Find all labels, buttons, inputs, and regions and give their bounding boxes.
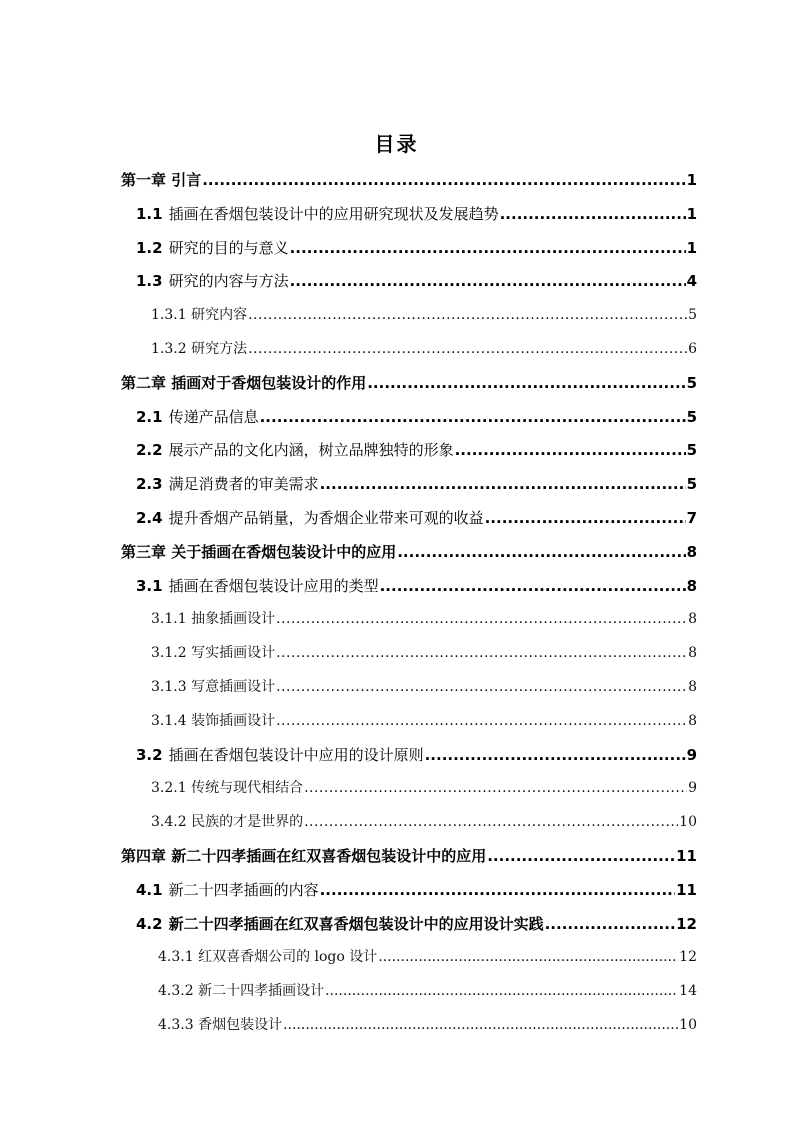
toc-entry[interactable] xyxy=(136,467,697,501)
toc-entry-text: 提升香烟产品销量，为香烟企业带来可观的收益 xyxy=(168,509,484,527)
toc-page-number: 1 xyxy=(686,238,697,257)
toc-leader-dots xyxy=(485,501,686,535)
toc-entry-text: 研究的内容与方法 xyxy=(168,272,289,291)
toc-leader-dots xyxy=(276,670,687,704)
toc-entry-text: 插画在香烟包装设计中的应用研究现状及发展趋势 xyxy=(168,204,499,223)
toc-page-number: 10 xyxy=(679,814,697,831)
toc-entry-label: 1.3.1 研究内容 xyxy=(151,307,248,324)
toc-leader-dots xyxy=(248,298,687,332)
toc-page-number: 5 xyxy=(686,441,697,460)
toc-leader-dots xyxy=(202,163,685,197)
toc-leader-dots xyxy=(276,602,687,636)
toc-entry-label: 1.3.2 研究方法 xyxy=(151,341,248,357)
toc-page-number: 5 xyxy=(688,307,697,324)
toc-page-number: 14 xyxy=(679,983,697,1000)
toc-page-number: 6 xyxy=(688,341,697,357)
toc-entry[interactable] xyxy=(136,433,697,467)
toc-entry-label xyxy=(136,501,484,535)
toc-leader-dots xyxy=(397,535,685,569)
toc-entry[interactable] xyxy=(136,501,697,535)
toc-page-number: 1 xyxy=(686,204,697,223)
toc-entry[interactable] xyxy=(151,704,697,738)
toc-entry-text: 插画在香烟包装设计应用的类型 xyxy=(168,576,379,595)
toc-entry-number: 4.1 xyxy=(136,880,163,899)
toc-entry-label xyxy=(136,907,544,941)
toc-page-number: 11 xyxy=(676,880,697,899)
toc-entry-label xyxy=(136,433,454,467)
toc-entry-number: 2.3 xyxy=(136,475,163,494)
toc-entry[interactable] xyxy=(151,636,697,670)
toc-leader-dots xyxy=(380,569,686,603)
toc-entry-label: 第一章 引言 xyxy=(121,171,202,189)
toc-entry-number: 2.2 xyxy=(136,441,163,460)
toc-entry-number: 3.2 xyxy=(136,745,163,764)
toc-entry-text: 展示产品的文化内涵，树立品牌独特的形象 xyxy=(168,441,454,460)
toc-entry-label xyxy=(136,231,289,265)
toc-leader-dots xyxy=(487,839,675,873)
toc-leader-dots xyxy=(260,400,686,434)
toc-entry-label xyxy=(136,197,499,231)
toc-entry[interactable] xyxy=(136,738,697,772)
toc-entry[interactable] xyxy=(136,264,697,298)
toc-page-number: 8 xyxy=(688,712,697,729)
toc-page-number: 12 xyxy=(676,914,697,933)
toc-entry-label xyxy=(136,264,289,298)
toc-leader-dots xyxy=(325,974,678,1008)
toc-entry[interactable] xyxy=(158,940,697,974)
toc-title: 目录 xyxy=(374,132,419,156)
toc-entry-number: 3.1 xyxy=(136,576,163,595)
toc-leader-dots xyxy=(425,738,686,772)
toc-page-number: 8 xyxy=(688,679,697,695)
toc-entry-label xyxy=(136,873,319,907)
toc-entry-label: 3.4.2 民族的才是世界的 xyxy=(151,814,304,831)
toc-leader-dots xyxy=(304,771,687,805)
toc-leader-dots xyxy=(500,197,686,231)
toc-entry-label xyxy=(136,569,379,603)
toc-leader-dots xyxy=(455,433,686,467)
toc-entry-text: 新二十四孝插画的内容 xyxy=(168,880,319,899)
toc-entry-text: 新二十四孝插画在红双喜香烟包装设计中的应用设计实践 xyxy=(168,914,544,933)
toc-page-number: 8 xyxy=(688,645,697,662)
toc-page-number: 12 xyxy=(679,949,697,966)
toc-entry-label: 3.1.4 装饰插画设计 xyxy=(151,712,276,729)
toc-page-number: 9 xyxy=(688,780,697,797)
toc-entry-label: 4.3.1 红双喜香烟公司的 logo 设计 xyxy=(158,949,378,966)
toc-entry-label: 第三章 关于插画在香烟包装设计中的应用 xyxy=(121,542,397,561)
toc-leader-dots xyxy=(304,805,678,839)
toc-page-number: 5 xyxy=(686,407,697,426)
toc-entry[interactable] xyxy=(151,298,697,332)
toc-page-number: 4 xyxy=(686,272,697,291)
toc-entry[interactable] xyxy=(151,670,697,704)
toc-page-number: 7 xyxy=(686,509,697,527)
toc-entry[interactable] xyxy=(151,771,697,805)
toc-entry-label: 4.3.2 新二十四孝插画设计 xyxy=(158,983,325,1000)
toc-entry[interactable] xyxy=(136,400,697,434)
toc-entry[interactable] xyxy=(151,332,697,366)
toc-leader-dots xyxy=(283,1008,678,1042)
toc-page-number: 8 xyxy=(688,611,697,628)
toc-page-number: 10 xyxy=(679,1017,697,1033)
toc-page-number: 8 xyxy=(686,576,697,595)
toc-entry[interactable] xyxy=(136,197,697,231)
toc-leader-dots xyxy=(320,873,676,907)
toc-entry-label: 3.1.3 写意插画设计 xyxy=(151,679,276,695)
toc-entry[interactable] xyxy=(121,839,697,873)
toc-entry-text: 传递产品信息 xyxy=(168,407,259,426)
toc-entry-text: 插画在香烟包装设计中应用的设计原则 xyxy=(168,745,424,764)
toc-leader-dots xyxy=(276,704,687,738)
toc-entry[interactable] xyxy=(136,569,697,603)
toc-entry-label: 第四章 新二十四孝插画在红双喜香烟包装设计中的应用 xyxy=(121,847,487,865)
toc-entry[interactable] xyxy=(158,974,697,1008)
toc-page-number: 5 xyxy=(686,373,697,392)
toc-page-number: 9 xyxy=(686,745,697,764)
toc-entry-number: 2.4 xyxy=(136,509,163,527)
toc-entry[interactable] xyxy=(158,1008,697,1042)
toc-page-number: 5 xyxy=(686,475,697,494)
toc-entry-text: 研究的目的与意义 xyxy=(168,238,289,257)
toc-entry-number: 4.2 xyxy=(136,914,163,933)
toc-leader-dots xyxy=(290,231,686,265)
toc-page-number: 1 xyxy=(686,171,697,189)
toc-entry-text: 满足消费者的审美需求 xyxy=(168,475,319,494)
toc-entry-number: 1.2 xyxy=(136,238,163,257)
toc-leader-dots xyxy=(367,366,685,400)
toc-entry[interactable] xyxy=(121,163,697,197)
toc-leader-dots xyxy=(320,467,686,501)
toc-entry[interactable] xyxy=(151,602,697,636)
toc-entry[interactable] xyxy=(151,805,697,839)
toc-entry-label xyxy=(136,400,259,434)
toc-leader-dots xyxy=(248,332,687,366)
toc-entry-label: 4.3.3 香烟包装设计 xyxy=(158,1017,283,1033)
toc-entry-label xyxy=(136,467,319,501)
toc-entry-number: 2.1 xyxy=(136,407,163,426)
toc-entry-number: 1.3 xyxy=(136,272,163,291)
toc-page-number: 8 xyxy=(686,542,697,561)
toc-entry-label: 第二章 插画对于香烟包装设计的作用 xyxy=(121,373,367,392)
toc-leader-dots xyxy=(378,940,678,974)
toc-entry-label: 3.2.1 传统与现代相结合 xyxy=(151,780,304,797)
toc-entry[interactable] xyxy=(136,231,697,265)
toc-entry-number: 1.1 xyxy=(136,204,163,223)
toc-entry[interactable] xyxy=(121,366,697,400)
toc-leader-dots xyxy=(276,636,687,670)
toc-entry-label xyxy=(136,738,424,772)
toc-page-number: 11 xyxy=(676,847,697,865)
toc-entry-label: 3.1.2 写实插画设计 xyxy=(151,645,276,662)
toc-entry[interactable] xyxy=(121,535,697,569)
toc-leader-dots xyxy=(545,907,676,941)
toc-entry-label: 3.1.1 抽象插画设计 xyxy=(151,611,276,628)
toc-leader-dots xyxy=(290,264,686,298)
toc-entry[interactable] xyxy=(136,873,697,907)
toc-entry[interactable] xyxy=(136,907,697,941)
